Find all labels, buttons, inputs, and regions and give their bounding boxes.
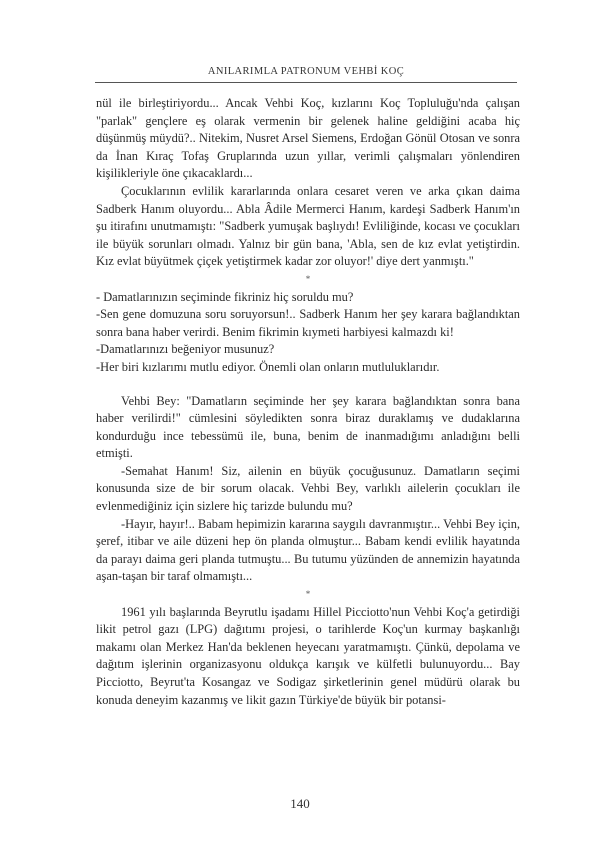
body-text	[96, 95, 520, 709]
dialogue-line: -Damatlarınızı beğeniyor musunuz?	[96, 342, 275, 357]
dialogue-line: -Sen gene domuzuna soru soruyorsun!.. Sadberk Hanım her şey karara bağlandıktan sonra bana haber verirdi. Benim fikrimin kıymeti harbiyesi kalmazdı ki!	[96, 307, 520, 339]
dialogue-line: - Damatlarınızın seçiminde fikriniz hiç soruldu mu?	[96, 289, 354, 304]
paragraph: 1961 yılı başlarında Beyrutlu işadamı Hillel Picciotto'nun Vehbi Koç'a getirdiği likit petrol gazı (LPG) dağıtımı projesi, o tarihlerde Koç'un kurmay başkanlığı makamı olan Merkez Han'da beklenen heyecanı yaratmamıştı. Çünkü, depolama ve dağıtım işlerinin organizasyonu oldukça karışık ve külfetli bulunuyordu... Bay Picciotto, Beyrut'ta Kosangaz ve Sodigaz şirketlerinin genel müdürü olarak bu konuda deneyim kazanmış ve likit gazın Türkiye'de büyük bir potansi-	[96, 604, 520, 707]
paragraph: Çocuklarının evlilik kararlarında onlara cesaret veren ve arka çıkan daima Sadberk Hanım oluyordu... Abla Âdile Mermerci Hanım, kardeşi Sadberk Hanım'ın şu itirafını unutmamıştı: "Sadberk yumuşak başlıydı! Evliliğinde, kocası ve çocukları ile büyük sorunları olmadı. Yalnız bir gün bana, 'Abla, sen de kız evlat yetiştirdin. Kız evlat büyütmek çiçek yetiştirmek kadar zor oluyor!' diye dert yanmıştı."	[96, 183, 520, 269]
dialogue-line: -Her biri kızlarımı mutlu ediyor. Önemli olan onların mutluluklarıdır.	[96, 359, 440, 374]
paragraph: -Hayır, hayır!.. Babam hepimizin kararına saygılı davranmıştır... Vehbi Bey için, şeref, itibar ve aile düzeni hep ön planda olmuştur... Babam kendi evlilik hayatında da parayı daima geri planda tutmuştu... Bu tutumu yüzünden de annemizin hayatında aşan-taşan bir taraf olmamıştı...	[96, 516, 520, 584]
page-number: 140	[290, 796, 310, 811]
header-rule	[95, 82, 517, 83]
paragraph: Vehbi Bey: "Damatların seçiminde her şey karara bağlandıktan sonra bana haber verilirdi!" cümlesini söyledikten sonra biraz duraklamış ve dudaklarına kondurduğu ince tebessümü ile, buna, benim de inanmadığımı anladığını belli etmişti.	[96, 393, 520, 461]
section-separator: *	[305, 273, 311, 284]
running-head: ANILARIMLA PATRONUM VEHBİ KOÇ	[207, 66, 405, 77]
section-separator: *	[305, 589, 311, 600]
paragraph: nül ile birleştiriyordu... Ancak Vehbi Koç, kızlarını Koç Topluluğu'nda çalışan "parlak" gençlere eş olarak vermenin bir gelenek haline geldiğini acaba hiç düşünmüş müydü?.. Nitekim, Nusret Arsel Siemens, Erdoğan Gönül Otosan ve sonra da İnan Kıraç Tofaş Gruplarında uzun yıllar, verimli çalışmaları yönlendiren kişilikleriyle öne çıkacaklardı...	[96, 96, 520, 181]
paragraph: -Semahat Hanım! Siz, ailenin en büyük çocuğusunuz. Damatların seçimi konusunda size de bir sorum olacak. Vehbi Bey, varlıklı ailelerin çocukları ile evlenmediğiniz için sizlere hiç tarizde bulundu mu?	[96, 463, 520, 514]
